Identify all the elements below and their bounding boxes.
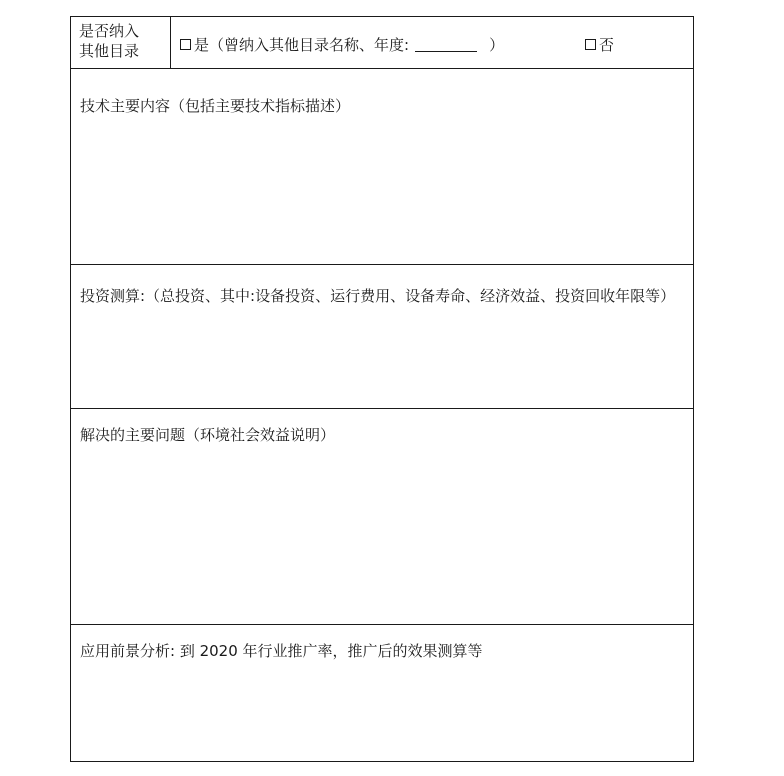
yes-checkbox[interactable] [180, 39, 191, 50]
catalog-name-year-blank[interactable] [415, 37, 477, 52]
catalog-inclusion-label [71, 17, 171, 68]
application-prospect-section [71, 625, 693, 761]
application-prospect-heading: 应用前景分析: 到 2020 年行业推广率，推广后的效果测算等 [80, 642, 483, 660]
catalog-inclusion-label-line1: 是否纳入 [79, 22, 140, 40]
tech-content-heading: 技术主要内容（包括主要技术指标描述） [80, 97, 351, 115]
catalog-inclusion-options [171, 17, 693, 68]
catalog-inclusion-row [71, 17, 693, 69]
problems-solved-heading: 解决的主要问题（环境社会效益说明） [80, 426, 336, 444]
tech-content-section [71, 69, 693, 265]
investment-heading: 投资测算:（总投资、其中:设备投资、运行费用、设备寿命、经济效益、投资回收年限等） [80, 287, 676, 305]
problems-solved-section [71, 409, 693, 625]
option-no-text: 否 [599, 36, 615, 54]
option-yes [180, 34, 504, 55]
no-checkbox[interactable] [585, 39, 596, 50]
catalog-inclusion-label-line2: 其他目录 [79, 42, 140, 60]
investment-section [71, 265, 693, 409]
option-no [585, 34, 614, 55]
option-yes-text: 是（曾纳入其他目录名称、年度: [194, 36, 410, 54]
application-form-table [70, 16, 694, 762]
option-yes-close: ） [489, 36, 505, 54]
